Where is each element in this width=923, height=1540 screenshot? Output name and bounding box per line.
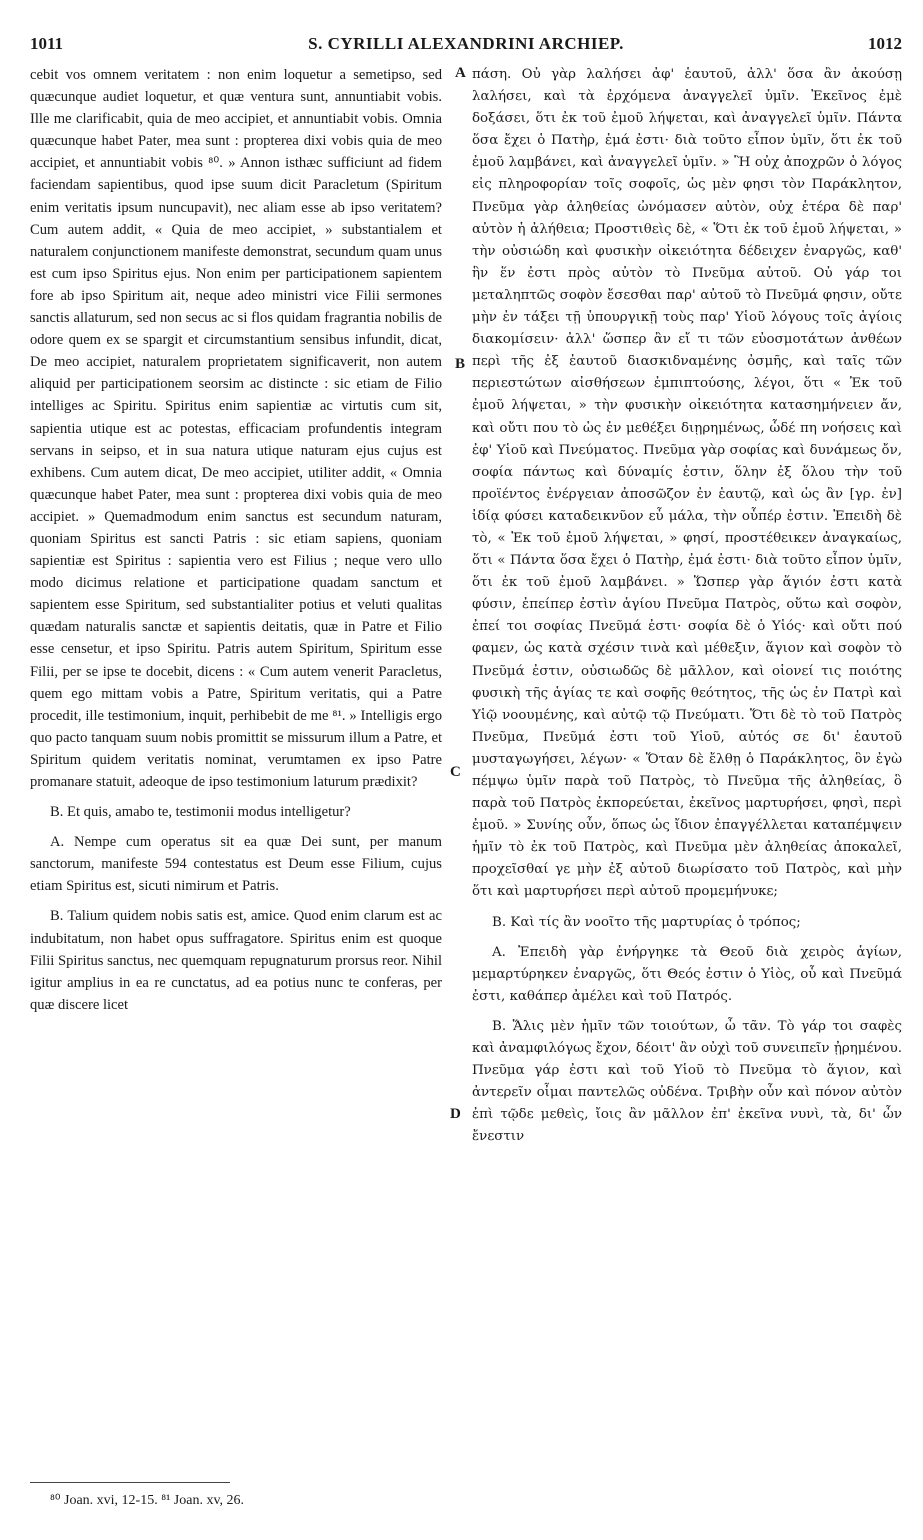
page-number-left: 1011: [30, 34, 64, 53]
running-title: S. CYRILLI ALEXANDRINI ARCHIEP.: [308, 34, 624, 53]
latin-paragraph-1: cebit vos omnem veritatem : non enim loquetur a semetipso, sed quæcunque audiet loquetur, et quæ ventura sunt, annuntiabit vobis. Ille me clarificabit, quia de meo accipiet, et annuntiabit vobis. Omnia quæcunque habet Pater, mea sunt : propterea dixi vobis quia de meo accipiet, et annuntiabit vobis ⁸⁰. » Annon isthæc sufficiunt ad fidem faciendam sapientibus, quod ipse suum dicit Paracletum (Spiritum enim veritatis ipsum nuncupavit), nec aliam esse ab ipso veritatem? Cum autem addit, « Quia de meo accipiet, » substantialem et naturalem conjunctionem manifeste demonstrat, secundum quam unus est cum ipso Spiritus ejus. Non enim per participationem sapientem fore ab ipso Spiritum ait, neque adeo ministri vice Filii sermones sanctis allaturum, sed non secus ac si flos quidam fragrantia nobilis de odore quem ex se spargit et circumstantium sensibus infundit, dicat, De meo accipiet, naturalem proprietatem significaverit, non autem aliquid per participationem seorsim ac distincte : sic etiam de Filio intelliges ac Spiritu. Spiritus enim sapientiæ ac virtutis cum sit, sapientia utique est ac potestas, efficaciam profundentis integram servans in seipso, et in sua natura utique naturam ejus cujus est exhibens. Cum autem dicat, De meo accipiet, utiliter addit, « Omnia quæcunque habet Pater, mea sunt : propterea dixi vobis quia de meo accipiet. » Quemadmodum enim sanctus est secundum naturam, quoniam Spiritus est sancti Patris : sic etiam sapiens, quoniam sapientiæ est Spiritus : sapientia vero est Filius ; neque vero ullo modo dicimus relatione et participatione quadam sanctum et sapientem esse Spiritum, sed substantialiter potius et veluti qualitas quædam naturalis sanctæ et sapientis deitatis, quæ in Patre et Filio esse censetur, et ipso Spiritu. Patris autem Spiritum, Spiritum esse Filii, per se ipse te docebit, dicens : « Cum autem venerit Paracletus, quem ego mittam vobis a Patre, Spiritum veritatis, qui a Patre procedit, ille testimonium, inquit, perhibebit de me ⁸¹. » Intelligis ergo quo pacto tanquam suum nobis promittit se missurum illum a Patre, et Spiritum quidem veritatis nominat, verumtamen ex ipso Patre promanare statuit, adeoque de ipso testimonium laturum prædixit?: [30, 67, 442, 790]
margin-marker-b: B: [455, 356, 466, 372]
margin-marker-d: D: [450, 1106, 461, 1122]
latin-column: [30, 64, 442, 1024]
margin-marker-c: C: [450, 764, 461, 780]
footnote-rule: [30, 1482, 230, 1483]
greek-paragraph-1: πάση. Οὐ γὰρ λαλήσει ἀφ' ἑαυτοῦ, ἀλλ' ὅσα ἂν ἀκούσῃ λαλήσει, καὶ τὰ ἐρχόμενα ἀναγγελεῖ ὑμῖν. Ἐκεῖνος ἐμὲ δοξάσει, ὅτι ἐκ τοῦ ἐμοῦ λήψεται, καὶ ἀναγγελεῖ ὑμῖν. Πάντα ὅσα ἔχει ὁ Πατὴρ, ἐμά ἐστι· διὰ τοῦτο εἶπον ὑμῖν, ὅτι ἐκ τοῦ ἐμοῦ λαμβάνει, καὶ ἀναγγελεῖ ὑμῖν. » Ἢ οὐχ ἀποχρῶν ὁ λόγος εἰς πληροφορίαν τοῖς σοφοῖς, ὡς μὲν φησι τὸν Παράκλητον, Πνεῦμα γὰρ ἀληθείας ὠνόμασεν αὐτὸν, οὐχ ἑτέρα δὲ παρ' αὐτὸν ἡ ἀλήθεια; Προστιθεὶς δὲ, « Ὅτι ἐκ τοῦ ἐμοῦ λήψεται, » τὴν οὐσιώδη καὶ φυσικὴν οἰκειότητα δέδειχεν ἐναργῶς, καθ' ἣν ἕν ἐστι πρὸς αὐτὸν τὸ Πνεῦμα αὐτοῦ. Οὐ γάρ τοι μεταληπτῶς σοφὸν ἔσεσθαι παρ' αὐτοῦ τὸ Πνεῦμά φησιν, οὔτε μὴν ἐν τάξει τῇ ὑπουργικῇ τοὺς παρ' Υἱοῦ λόγους τοῖς ἁγίοις διακομίσειν· ἀλλ' ὥσπερ ἂν εἴ τι τῶν εὐοσμοτάτων ἀνθέων περὶ τῆς ἐξ ἑαυτοῦ διασκιδναμένης ὀσμῆς, καὶ ταῖς τῶν περιεστώτων αἰσθήσεων ἐμπιπτούσης, λέγοι, ὅτι « Ἐκ τοῦ ἐμοῦ λήψεται, » τὴν φυσικὴν οἰκειότητα κατασημήνειεν ἄν, καὶ οὔτι που τὸ ὡς ἐν μεθέξει διῃρημένως, ὧδέ πη νοήσεις καὶ ἐφ' Υἱοῦ καὶ Πνεύματος. Πνεῦμα γὰρ σοφίας καὶ δυνάμεως ὄν, σοφία πάντως καὶ δύναμίς ἐστιν, ὅλην ἐξ ὅλου τὴν τοῦ προϊέντος ἐνέργειαν ἀποσῶζον ἐν ἑαυτῷ, καὶ ὡς ἂν [γρ. ἐν] ἰδίᾳ φύσει καταδεικνῦον εὖ μάλα, τὴν οὗπέρ ἐστιν. Ἐπειδὴ δὲ τὸ, « Ἐκ τοῦ ἐμοῦ λήψεται, » φησί, προστέθεικεν ἀναγκαίως, ὅτι « Πάντα ὅσα ἔχει ὁ Πατὴρ, ἐμά ἐστι· διὰ τοῦτο εἶπον ὑμῖν, ὅτι ἐκ τοῦ ἐμοῦ λαμβάνει. » Ὥσπερ γὰρ ἅγιόν ἐστι κατὰ φύσιν, ἐπείπερ ἐστὶν ἁγίου Πνεῦμα Πατρὸς, οὕτω καὶ σοφὸν, ἐπεί τοι σοφίας Πνεῦμά ἐστι· σοφία δὲ ὁ Υἱός· καὶ οὔτι πού φαμεν, ὡς κατὰ σχέσιν τινὰ καὶ μέθεξιν, ἅγιον καὶ σοφὸν τὸ Πνεῦμά ἐστιν, οὐσιωδῶς δὲ μᾶλλον, καὶ οἱονεί τις ποιότης φυσικὴ τῆς ἁγίας τε καὶ σοφῆς θεότητος, τῆς ὡς ἐν Πατρὶ καὶ Υἱῷ νοουμένης, καὶ αὐτῷ τῷ Πνεύματι. Ὅτι δὲ τὸ τοῦ Πατρὸς Πνεῦμα, Πνεῦμά ἐστι τοῦ Υἱοῦ, αὐτός σε δι' ἑαυτοῦ μυσταγωγήσει, λέγων· « Ὅταν δὲ ἔλθῃ ὁ Παράκλητος, ὃν ἐγὼ πέμψω ὑμῖν παρὰ τοῦ Πατρὸς, τὸ Πνεῦμα τῆς ἀληθείας, ὃ παρὰ τοῦ Πατρὸς ἐκπορεύεται, ἐκεῖνος μαρτυρήσει, φησὶ, περὶ ἐμοῦ. » Συνίης οὖν, ὅπως ὡς ἴδιον ἐπαγγέλλεται καταπέμψειν ἡμῖν τὸ ἐκ τοῦ Πατρὸς, καὶ Πνεῦμα μὲν ἀληθείας ἀποκαλεῖ, προχεῖσθαί γε μὴν ἐξ αὐτοῦ διωρίσατο τοῦ Πατρὸς, καὶ μὴν ὅτι καὶ μαρτυρήσει περὶ αὐτοῦ προμεμήνυκε;: [472, 67, 902, 900]
latin-paragraph-3: A. Nempe cum operatus sit ea quæ Dei sunt, per manum sanctorum, manifeste 594 contestatus est Deum esse Filium, cujus etiam Spiritus est, sicuti nimirum et Patris.: [30, 834, 442, 895]
margin-marker-a: A: [455, 65, 466, 81]
greek-paragraph-3: Α. Ἐπειδὴ γὰρ ἐνήργηκε τὰ Θεοῦ διὰ χειρὸς ἁγίων, μεμαρτύρηκεν ἐναργῶς, ὅτι Θεός ἐστιν ὁ Υἱὸς, οὗ καὶ Πνεῦμά ἐστι, καθάπερ ἀμέλει καὶ τοῦ Πατρός.: [472, 944, 902, 1004]
latin-paragraph-4: B. Talium quidem nobis satis est, amice. Quod enim clarum est ac indubitatum, non habet opus suffragatore. Spiritus enim est quoque Filii Spiritus sanctus, nec quemquam repugnaturum prorsus reor. Nihil igitur amplius in ea re cunctatus, ad ea potius nunc te conferas, per quæ discere licet: [30, 908, 442, 1013]
greek-column: [472, 64, 902, 1157]
page-number-right: 1012: [868, 34, 902, 53]
latin-paragraph-2: B. Et quis, amabo te, testimonii modus intelligetur?: [50, 804, 351, 821]
greek-paragraph-4: Β. Ἅλις μὲν ἡμῖν τῶν τοιούτων, ὦ τᾶν. Τὸ γάρ τοι σαφὲς καὶ ἀναμφιλόγως ἔχον, δέοιτ' ἂν οὐχὶ τοῦ συνειπεῖν ᾐρημένου. Πνεῦμα γάρ ἐστι καὶ τοῦ Υἱοῦ τὸ Πνεῦμα τὸ ἅγιον, καὶ ἀντερεῖν οἶμαι παντελῶς οὐδένα. Τριβὴν οὖν καὶ πόνον αὐτὸν ἐπὶ τῷδε μεθεὶς, ἴοις ἂν μᾶλλον ἐπ' ἐκεῖνα νυνὶ, τὰ, δι' ὧν ἔνεστιν: [472, 1018, 902, 1145]
page-header: [30, 34, 902, 62]
greek-paragraph-2: Β. Καὶ τίς ἂν νοοῖτο τῆς μαρτυρίας ὁ τρόπος;: [492, 914, 801, 930]
footnotes: ⁸⁰ Joan. xvi, 12-15. ⁸¹ Joan. xv, 26.: [50, 1493, 245, 1508]
